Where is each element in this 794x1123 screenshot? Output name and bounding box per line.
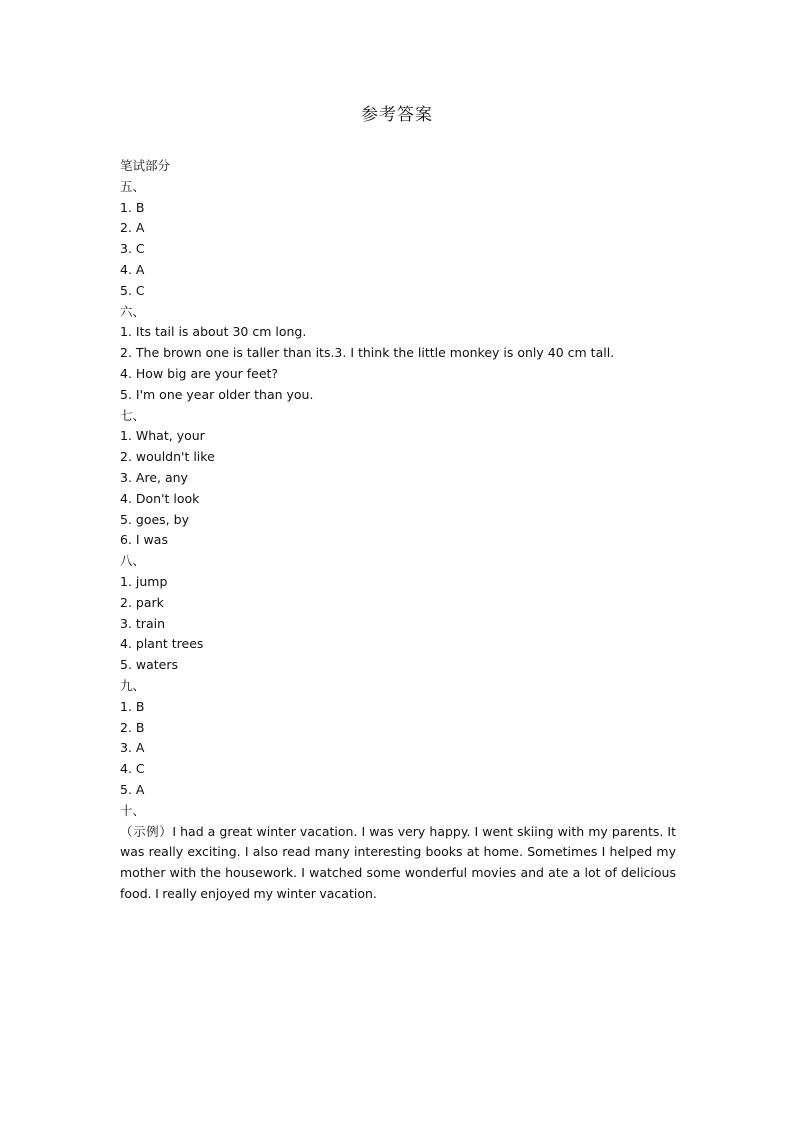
section-heading: 八、 [120,553,146,569]
answer-item: 4. C [120,761,145,777]
answer-item: 2. A [120,220,145,236]
essay-paragraph: （示例）I had a great winter vacation. I was very happy. I went skiing with my parents. It was really exciting. I also read many interesting books at home. Sometimes I helped my mother with the housework. I watched some wonderful movies and ate a lot of delicious food. I really enjoyed my winter vacation. [120,823,676,901]
answer-item: 2. park [120,594,164,610]
answer-item: 2. The brown one is taller than its.3. I think the little monkey is only 40 cm tall. [120,345,615,361]
section-7 [120,406,676,552]
section-9 [120,676,676,801]
answer-content [120,156,676,905]
answer-item: 5. waters [120,657,179,673]
answer-item: 1. B [120,199,145,215]
part-label: 笔试部分 [120,158,171,173]
section-heading: 七、 [120,407,146,423]
section-heading: 十、 [120,802,146,818]
answer-item: 1. Its tail is about 30 cm long. [120,324,307,340]
section-heading: 九、 [120,677,146,693]
answer-item: 5. goes, by [120,511,189,527]
answer-item: 5. C [120,282,145,298]
answer-item: 3. Are, any [120,469,188,485]
answer-item: 4. A [120,261,145,277]
answer-item: 1. B [120,698,145,714]
answer-item: 5. A [120,781,145,797]
answer-item: 4. How big are your feet? [120,365,279,381]
answer-item: 3. A [120,740,145,756]
section-10 [120,801,676,905]
answer-item: 1. jump [120,573,168,589]
section-5 [120,177,676,302]
answer-item: 4. Don't look [120,490,200,506]
answer-item: 4. plant trees [120,636,204,652]
page-title: 参考答案 [361,105,433,125]
answer-item: 6. I was [120,532,168,548]
answer-item: 2. B [120,719,145,735]
answer-item: 3. C [120,241,145,257]
answer-item: 2. wouldn't like [120,449,215,465]
section-8 [120,551,676,676]
section-6 [120,302,676,406]
answer-item: 5. I'm one year older than you. [120,386,314,402]
answer-item: 1. What, your [120,428,205,444]
answer-item: 3. train [120,615,165,631]
section-heading: 六、 [120,303,146,319]
section-heading: 五、 [120,178,146,194]
